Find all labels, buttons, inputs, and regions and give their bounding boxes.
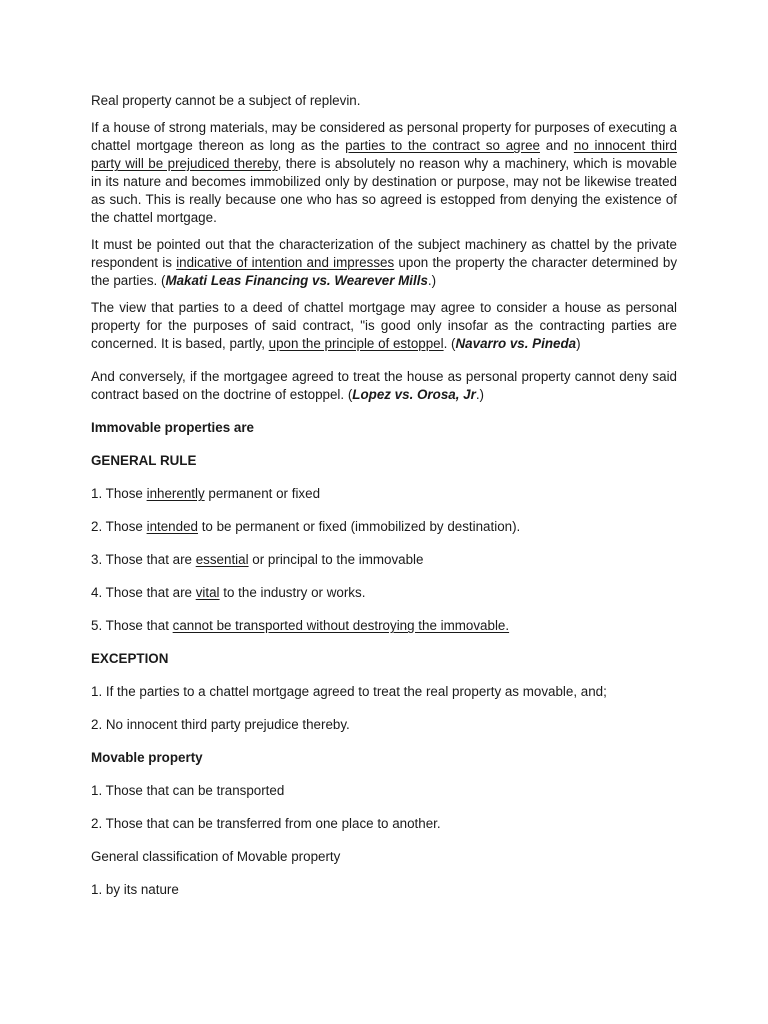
text-span: , there is absolutely no reason why a machinery, which is movable in its nature and becomes immobilized only by destination or purpose, may not be likewise treated as such. This is really because one who has so agreed is estopped from denying the existence of the chattel mortgage. (91, 156, 677, 225)
text-span: permanent or fixed (204, 486, 321, 501)
heading-general-rule: GENERAL RULE (91, 453, 197, 468)
underlined-text: intended (146, 519, 198, 534)
text-span: The view that parties to a deed of chattel mortgage may agree to consider a house as personal property for the purposes of said contract, "is good only insofar as the contracting parties are concerned. It is based, partly, (91, 300, 677, 351)
underlined-text: upon the principle of estoppel (268, 336, 444, 351)
list-item: 1. by its nature (91, 882, 179, 897)
text-span: It must be pointed out that the characterization of the subject machinery as chattel by the private respondent is (91, 237, 677, 270)
heading-movable-property: Movable property (91, 750, 203, 765)
text-span: 4. Those that are (91, 585, 196, 600)
list-item: 2. No innocent third party prejudice thereby. (91, 717, 350, 732)
paragraph-general-classification: General classification of Movable property (91, 849, 341, 864)
underlined-text: vital (195, 585, 220, 600)
list-item (91, 584, 677, 602)
underlined-text: parties to the contract so agree (345, 138, 540, 153)
list-item (91, 485, 677, 503)
text-span: 5. Those that (91, 618, 173, 633)
text-span: upon the property the character determined by the parties. ( (91, 255, 678, 288)
document-page (91, 92, 677, 899)
underlined-text: essential (195, 552, 249, 567)
case-citation: Makati Leas Financing vs. Wearever Mills (165, 273, 428, 288)
paragraph-characterization (91, 236, 677, 290)
text-span: ) (576, 336, 581, 351)
list-item: 1. Those that can be transported (91, 783, 285, 798)
text-span: and (539, 138, 574, 153)
case-citation: Navarro vs. Pineda (455, 336, 577, 351)
list-item (91, 551, 677, 569)
text-span: .) (475, 387, 485, 402)
text-span: If a house of strong materials, may be considered as personal property for purposes of executing a chattel mortgage thereon as long as the (91, 120, 677, 153)
underlined-text: no innocent third party will be prejudiced thereby (91, 138, 677, 171)
text-span: to be permanent or fixed (immobilized by destination). (197, 519, 521, 534)
text-span: to the industry or works. (219, 585, 366, 600)
text-span: And conversely, if the mortgagee agreed to treat the house as personal property cannot deny said contract based on the doctrine of estoppel. ( (91, 369, 677, 402)
underlined-text: inherently (146, 486, 205, 501)
case-citation: Lopez vs. Orosa, Jr (352, 387, 476, 402)
text-span: or principal to the immovable (248, 552, 424, 567)
underlined-text: indicative of intention and impresses (176, 255, 395, 270)
paragraph-house-strong-materials (91, 119, 677, 227)
text-span: 3. Those that are (91, 552, 196, 567)
text-span: 2. Those (91, 519, 147, 534)
heading-immovable-properties: Immovable properties are (91, 420, 254, 435)
text-span: 1. Those (91, 486, 147, 501)
underlined-text: cannot be transported without destroying the immovable. (172, 618, 510, 633)
paragraph-conversely (91, 368, 677, 404)
paragraph-deed-of-chattel (91, 299, 677, 353)
list-item: 1. If the parties to a chattel mortgage agreed to treat the real property as movable, and; (91, 684, 607, 699)
text-span: .) (427, 273, 437, 288)
text-span: . ( (443, 336, 456, 351)
heading-exception: EXCEPTION (91, 651, 169, 666)
list-item (91, 617, 677, 635)
list-item: 2. Those that can be transferred from one place to another. (91, 816, 441, 831)
list-item (91, 518, 677, 536)
paragraph-replevin: Real property cannot be a subject of replevin. (91, 93, 361, 108)
